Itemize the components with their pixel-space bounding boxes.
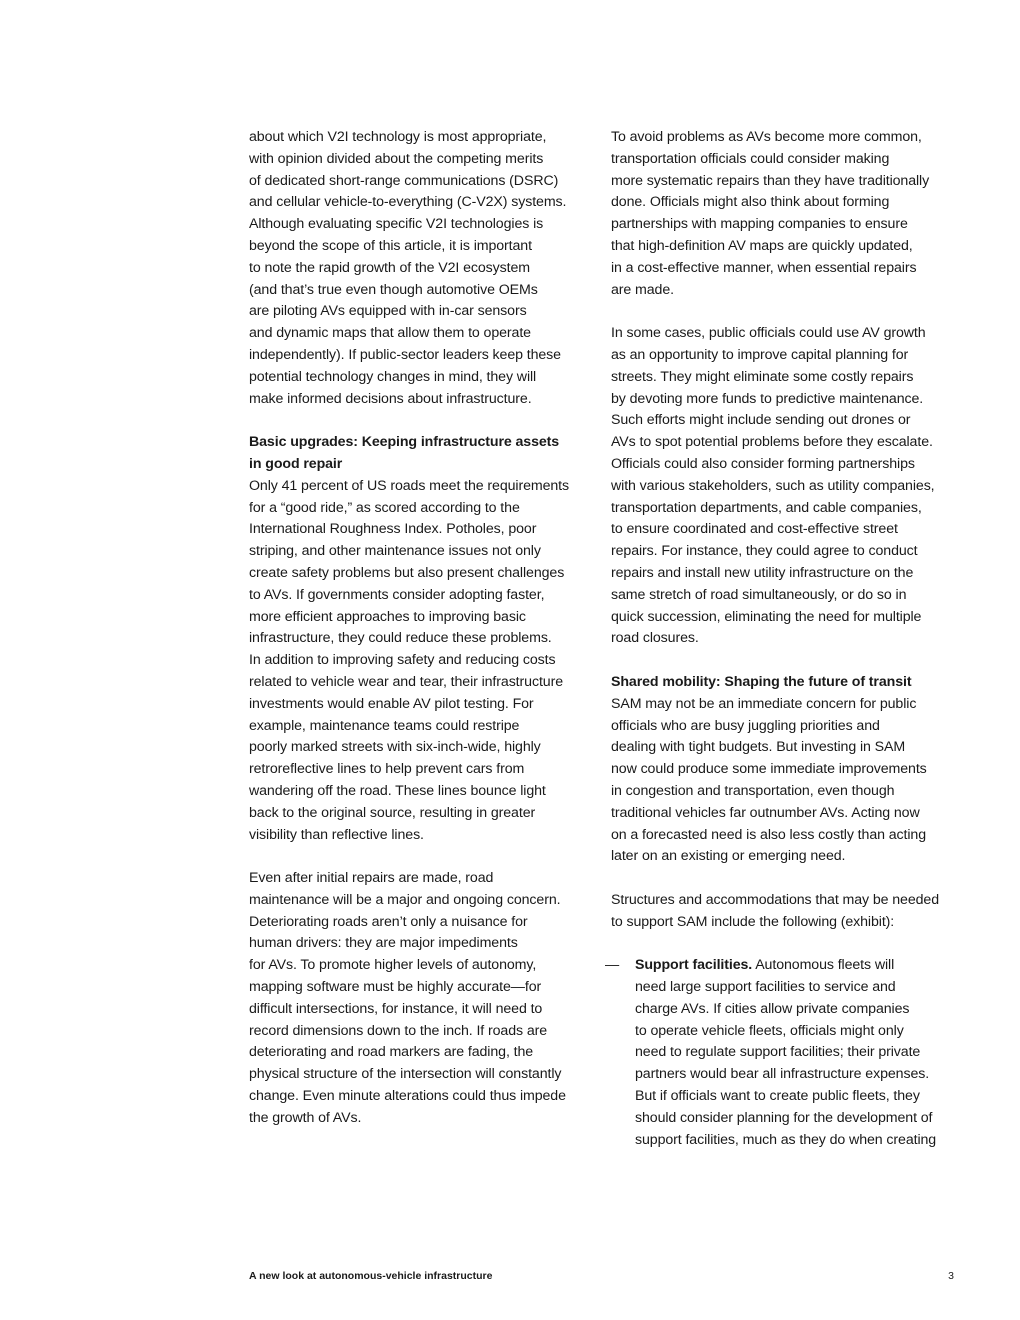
text-line: Although evaluating specific V2I technologies is [249,216,544,233]
text-line: streets. They might eliminate some costly repairs [611,368,914,385]
text-line: for a “good ride,” as scored according to the [249,499,520,516]
text-line: quick succession, eliminating the need for multiple [611,608,922,625]
text-line: investments would enable AV pilot testing. For [249,695,534,712]
text-line: dealing with tight budgets. But investing in SAM [611,739,906,756]
paragraph [611,890,961,934]
paragraph [611,694,961,868]
text-line: infrastructure, they could reduce these problems. [249,630,552,647]
text-line: In some cases, public officials could use AV growth [611,325,926,342]
text-line: potential technology changes in mind, they will [249,368,537,385]
text-line: International Roughness Index. Potholes, poor [249,521,537,538]
paragraph [611,127,961,301]
paragraph [249,127,594,410]
text-line: difficult intersections, for instance, it will need to [249,1000,543,1017]
bullet-support-facilities [605,955,961,1151]
text-line: of dedicated short-range communications (DSRC) [249,172,559,189]
text-line: on a forecasted need is also less costly than acting [611,826,926,843]
text-line: more systematic repairs than they have traditionally [611,172,930,189]
text-line: and cellular vehicle-to-everything (C-V2X) systems. [249,194,567,211]
text-line: change. Even minute alterations could thus impede [249,1088,566,1105]
text-line: as an opportunity to improve capital planning for [611,346,909,363]
text-line: human drivers: they are major impediments [249,935,518,952]
text-line: (and that’s true even though automotive OEMs [249,281,538,298]
text-line: about which V2I technology is most appropriate, [249,129,547,145]
text-line: independently). If public-sector leaders keep these [249,346,561,363]
text-line: done. Officials might also think about forming [611,194,890,211]
text-line: visibility than reflective lines. [249,826,424,843]
text-line: Such efforts might include sending out drones or [611,412,911,429]
text-line: To avoid problems as AVs become more common, [611,129,922,145]
text-line: the growth of AVs. [249,1109,362,1126]
left-column [249,127,594,1130]
text-line: mapping software must be highly accurate—for [249,979,542,996]
text-line: to support SAM include the following (exhibit): [611,913,895,930]
text-line: record dimensions down to the inch. If roads are [249,1022,548,1039]
text-line: Only 41 percent of US roads meet the requirements [249,477,569,494]
bullet-lead: Support facilities. [635,957,753,974]
text-line: to operate vehicle fleets, officials might only [635,1022,904,1039]
text-line: are piloting AVs equipped with in-car sensors [249,303,527,320]
text-line: for AVs. To promote higher levels of autonomy, [249,957,537,974]
paragraph [611,323,961,650]
text-line: by devoting more funds to predictive maintenance. [611,390,924,407]
text-line: now could produce some immediate improvements [611,761,927,778]
text-line: retroreflective lines to help prevent cars from [249,761,525,778]
text-line: deteriorating and road markers are fading, the [249,1044,534,1061]
text-line: back to the original source, resulting in greater [249,804,536,821]
text-line: wandering off the road. These lines bounce light [249,782,546,799]
text-line: support facilities, much as they do when creating [635,1131,937,1148]
page-number: 3 [948,1270,954,1282]
em-dash-bullet-icon: — [605,957,620,974]
text-line: repairs. For instance, they could agree to conduct [611,543,918,560]
text-line: make informed decisions about infrastructure. [249,390,532,407]
text-line: SAM may not be an immediate concern for public [611,695,917,712]
text-line: road closures. [611,630,699,647]
text-line: more efficient approaches to improving basic [249,608,526,625]
right-column [605,127,961,1151]
heading-text: Shared mobility: Shaping the future of transit [611,673,912,690]
text-line: in congestion and transportation, even though [611,782,895,799]
text-line: Basic upgrades: Keeping infrastructure assets [249,434,560,451]
bullet-first-line [635,955,961,977]
text-line: maintenance will be a major and ongoing concern. [249,891,561,908]
paragraph [249,476,594,847]
text-line: officials who are busy juggling priorities and [611,717,880,734]
text-line: traditional vehicles far outnumber AVs. Acting now [611,804,920,821]
bullet-first-text: Autonomous fleets will [752,957,895,974]
text-line: But if officials want to create public fleets, they [635,1088,920,1105]
text-line: partners would bear all infrastructure expenses. [635,1066,930,1083]
text-line: to note the rapid growth of the V2I ecosystem [249,259,530,276]
text-line: physical structure of the intersection will constantly [249,1066,562,1083]
footer-title: A new look at autonomous-vehicle infrastructure [249,1270,493,1282]
text-line: Even after initial repairs are made, road [249,870,494,887]
text-line: are made. [611,281,674,298]
text-line: transportation departments, and cable companies, [611,499,922,516]
text-line: need to regulate support facilities; their private [635,1044,921,1061]
text-line: and dynamic maps that allow them to operate [249,325,531,342]
text-line: to AVs. If governments consider adopting faster, [249,586,545,603]
text-line: charge AVs. If cities allow private companies [635,1000,910,1017]
text-line: example, maintenance teams could restripe [249,717,520,734]
text-line: In addition to improving safety and reducing costs [249,652,556,669]
text-line: to ensure coordinated and cost-effective street [611,521,898,538]
text-line: in a cost-effective manner, when essential repairs [611,259,917,276]
text-line: need large support facilities to service and [635,979,896,996]
section-heading-shared-mobility [611,672,961,694]
text-line: in good repair [249,455,343,472]
text-line: related to vehicle wear and tear, their infrastructure [249,673,563,690]
text-line: Officials could also consider forming partnerships [611,455,915,472]
text-line: partnerships with mapping companies to ensure [611,216,908,233]
text-line: create safety problems but also present challenges [249,564,565,581]
section-heading-basic-upgrades [249,432,594,476]
paragraph [249,868,594,1130]
text-line: transportation officials could consider making [611,150,890,167]
text-line: Deteriorating roads aren’t only a nuisance for [249,913,528,930]
text-line: same stretch of road simultaneously, or do so in [611,586,907,603]
text-line: Structures and accommodations that may be needed [611,891,940,908]
text-line: poorly marked streets with six-inch-wide, highly [249,739,541,756]
text-line: striping, and other maintenance issues not only [249,543,541,560]
text-line: that high-definition AV maps are quickly updated, [611,237,913,254]
text-line: should consider planning for the development of [635,1109,933,1126]
text-line: repairs and install new utility infrastructure on the [611,564,914,581]
text-line: with opinion divided about the competing merits [249,150,544,167]
bullet-body [635,977,961,1151]
text-line: beyond the scope of this article, it is important [249,237,532,254]
text-line: AVs to spot potential problems before they escalate. [611,434,933,451]
text-line: with various stakeholders, such as utility companies, [611,477,935,494]
text-line: later on an existing or emerging need. [611,848,846,865]
